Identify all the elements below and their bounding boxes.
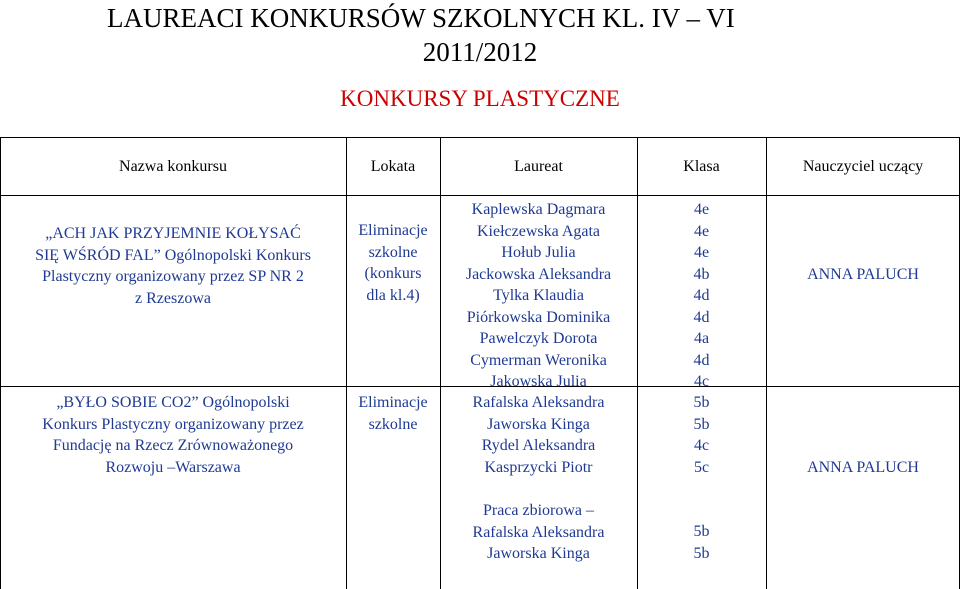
place-cell <box>346 220 440 306</box>
teacher-cell: ANNA PALUCH <box>807 459 919 476</box>
laureate-name: Rafalska Aleksandra <box>472 394 605 411</box>
column-border <box>766 137 767 589</box>
class-value: 4c <box>693 373 710 390</box>
contest-name-line: Fundację na Rzecz Zrównoważonego <box>52 437 294 454</box>
laureate-name: Tylka Klaudia <box>493 287 584 304</box>
group-laureate-line: Rafalska Aleksandra <box>472 523 605 541</box>
header-teacher: Nauczyciel uczący <box>802 158 924 175</box>
class-value: 4e <box>693 222 710 240</box>
place-line: (konkurs <box>364 265 422 282</box>
contest-name-line: Konkurs Plastyczny organizowany przez <box>42 415 304 433</box>
class-value: 5c <box>693 458 710 476</box>
contest-name-cell <box>0 392 346 478</box>
class-value: 5b <box>693 394 710 411</box>
group-laureate-line: Praca zbiorowa – <box>482 502 595 519</box>
contest-name-line: „BYŁO SOBIE CO2” Ogólnopolski <box>56 394 290 411</box>
laureate-cell <box>440 392 637 478</box>
class-value: 5b <box>693 415 710 433</box>
class-value: 4d <box>693 287 710 304</box>
header-place: Lokata <box>370 158 416 175</box>
class-cell <box>637 392 766 478</box>
column-border <box>0 137 1 589</box>
column-border <box>346 137 347 589</box>
class-value: 5b <box>693 544 710 562</box>
contest-name-line: Plastyczny organizowany przez SP NR 2 <box>42 268 304 285</box>
laureate-name: Kiełczewska Agata <box>476 222 601 240</box>
class-cell <box>637 199 766 393</box>
laureate-cell <box>440 199 637 393</box>
class-value: 5b <box>693 523 710 540</box>
school-year: 2011/2012 <box>422 37 538 67</box>
contest-name-line: Rozwoju –Warszawa <box>105 458 241 476</box>
contest-name-line: „ACH JAK PRZYJEMNIE KOŁYSAĆ <box>45 225 301 242</box>
place-line: Eliminacje <box>358 394 428 411</box>
group-class-cell <box>637 521 766 564</box>
class-value: 4c <box>693 437 710 454</box>
header-bottom-border <box>0 195 960 196</box>
class-value: 4d <box>693 351 710 369</box>
place-line: dla kl.4) <box>366 286 420 304</box>
header-class: Klasa <box>683 158 720 175</box>
contest-name-line: SIĘ WŚRÓD FAL” Ogólnopolski Konkurs <box>35 246 311 264</box>
header-contest-name: Nazwa konkursu <box>119 158 227 175</box>
group-laureate-line: Jaworska Kinga <box>487 545 590 562</box>
class-value: 4e <box>693 201 710 218</box>
class-value: 4a <box>693 330 710 347</box>
laureate-name: Jackowska Aleksandra <box>465 265 612 283</box>
laureate-name: Hołub Julia <box>501 244 576 261</box>
laureate-name: Jakowska Julia <box>490 373 587 390</box>
table-top-border <box>0 137 960 138</box>
class-value: 4d <box>693 308 710 326</box>
place-line: szkolne <box>368 243 418 261</box>
place-line: szkolne <box>368 415 418 433</box>
class-value: 4b <box>693 265 710 283</box>
place-cell <box>346 392 440 435</box>
place-line: Eliminacje <box>358 222 428 239</box>
laureate-name: Kasprzycki Piotr <box>484 458 593 476</box>
laureate-name: Rydel Aleksandra <box>481 437 596 454</box>
laureate-name: Kaplewska Dagmara <box>471 201 606 218</box>
laureate-name: Jaworska Kinga <box>487 415 590 433</box>
teacher-cell: ANNA PALUCH <box>807 266 919 283</box>
contest-name-line: z Rzeszowa <box>135 289 211 307</box>
group-laureate-cell <box>440 500 637 565</box>
section-title: KONKURSY PLASTYCZNE <box>340 86 620 111</box>
class-value: 4e <box>693 244 710 261</box>
contest-name-cell <box>0 223 346 309</box>
laureate-name: Cymerman Weronika <box>470 351 607 369</box>
laureate-name: Pawelczyk Dorota <box>479 330 598 347</box>
laureate-name: Piórkowska Dominika <box>466 308 611 326</box>
header-laureate: Laureat <box>514 158 563 175</box>
page-title: LAUREACI KONKURSÓW SZKOLNYCH KL. IV – VI <box>107 3 735 33</box>
